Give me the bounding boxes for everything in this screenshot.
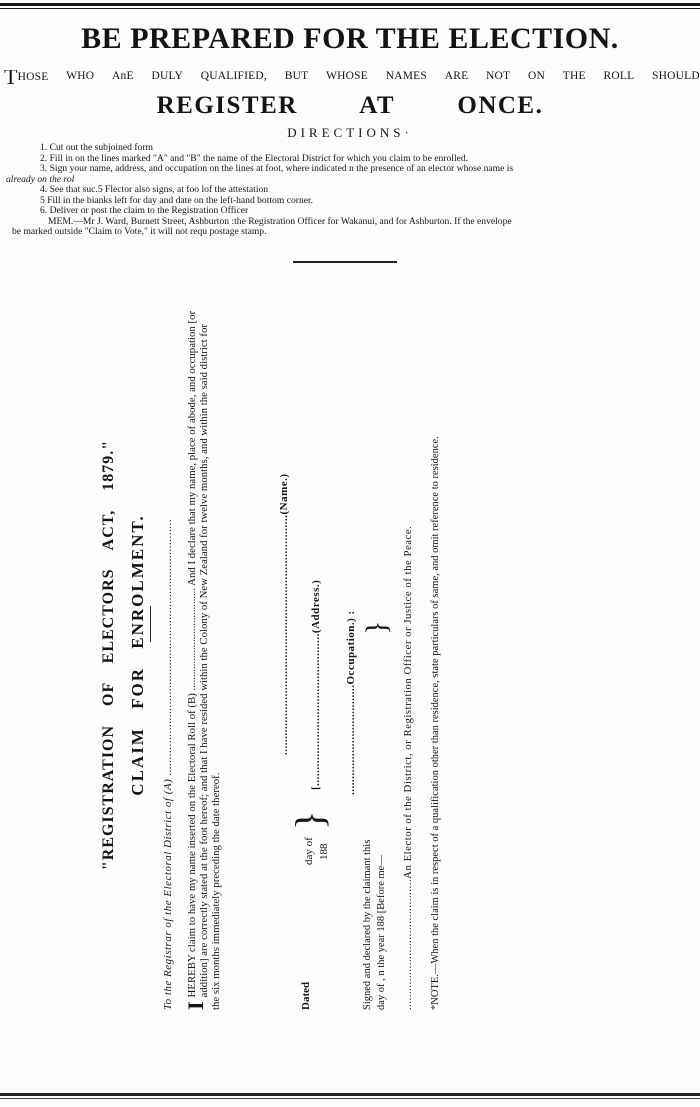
subline-word-8: ARE [444,70,469,82]
section-divider [293,261,397,263]
form-title-rule [150,606,151,642]
step-5: 5 Fill in the bianks left for day and date on the left-hand bottom corner. [40,195,314,206]
claim-body [183,310,222,1010]
top-rule-thin [0,8,700,9]
step-1: 1. Cut out the subjoined form [40,143,153,153]
step-3-continued: already on the rol [6,174,75,185]
subline-word-9: NOT [486,70,511,82]
step-4: 4. See that suc.5 Flector also signs, at foo lof the attestation [40,185,269,195]
elector-signature-field[interactable]: .........................................An Elector of the District, or Registration Officer or Justice of the Peace. [402,525,414,1010]
memo: MEM.—Mr J. Ward, Burnett Street, Ashburton :the Registration Officer for Wakanui, and for Ashburton. If the envelope [48,216,512,227]
headline: BE PREPARED FOR THE ELECTION. [81,22,619,55]
subline-word-1: WHO [66,70,95,82]
claim-form [100,280,530,1030]
memo-continued: be marked outside "Claim to Vote," it will not requ postage stamp. [12,227,267,237]
step-3: 3. Sign your name, address, and occupation on the lines at foot, where indicated n the presence of an elector whose name is [40,164,514,174]
registrar-line[interactable]: To the Registrar of the Electoral District of (A) ............................................................................... [162,518,174,1010]
form-act-title: "REGISTRATION OF ELECTORS ACT, 1879." [100,439,117,871]
day-of-label: day of [303,837,315,865]
year-188-label: 188 [318,843,330,860]
claim-body-text: HEREBY claim to have my name inserted on the Electoral Roll of (B) ...................................... And I declare that my name, place of abode, and occupation [or addition] are correctly stated at the foot hereof; and that I have resided within the Colony of New Zealand for twelve months, and within the said district for the six months immediately preceding the date thereof. [186,310,222,1010]
subline-word-13: SHOULD [652,70,700,82]
subline-word-0: THOSE [4,70,49,84]
directions-title: DIRECTIONS· [287,125,413,140]
subline-word-11: THE [562,70,586,82]
address-field[interactable]: [...............................................(Address.) [310,579,322,790]
occupation-field[interactable]: ..................................Occupation.) : [345,610,357,795]
register-heading: REGISTER AT ONCE. [156,92,544,119]
top-rule [0,3,700,6]
subline-word-6: WHOSE [326,70,368,82]
subline-word-7: NAMES [385,70,427,82]
drop-cap: I [183,1001,208,1010]
form-title: CLAIM FOR ENROLMENT. [128,514,147,796]
step-6: 6. Deliver or post the claim to the Registration Officer [40,206,249,216]
bottom-rule [0,1093,700,1096]
bottom-rule-thin [0,1098,700,1099]
directions-list [0,143,700,238]
subline-word-10: ON [528,70,546,82]
dated-label: Dated [300,981,312,1010]
footnote: *NOTE.—When the claim is in respect of a qualification other than residence, state particulars of same, and omit reference to residence. [430,436,441,1010]
brace-glyph: } [287,810,332,830]
name-field[interactable]: ..........................................................................(Name.) [278,473,290,755]
subline-word-12: ROLL [603,70,635,82]
subline [4,70,700,84]
subline-word-5: BUT [284,70,309,82]
signed-declared-label: Signed and declared by the claimant this [362,839,373,1010]
subline-word-4: QUALIFIED, [200,70,267,82]
subline-word-2: AnE [112,70,134,82]
brace-glyph-2: } [360,620,393,635]
step-2: 2. Fill in on the lines marked "A" and "B" the name of the Electoral District for which you claim to be enrolled. [40,153,469,164]
day-year-label: day of , n the year 188 [Before me— [376,855,387,1010]
subline-word-3: DULY [151,70,184,82]
